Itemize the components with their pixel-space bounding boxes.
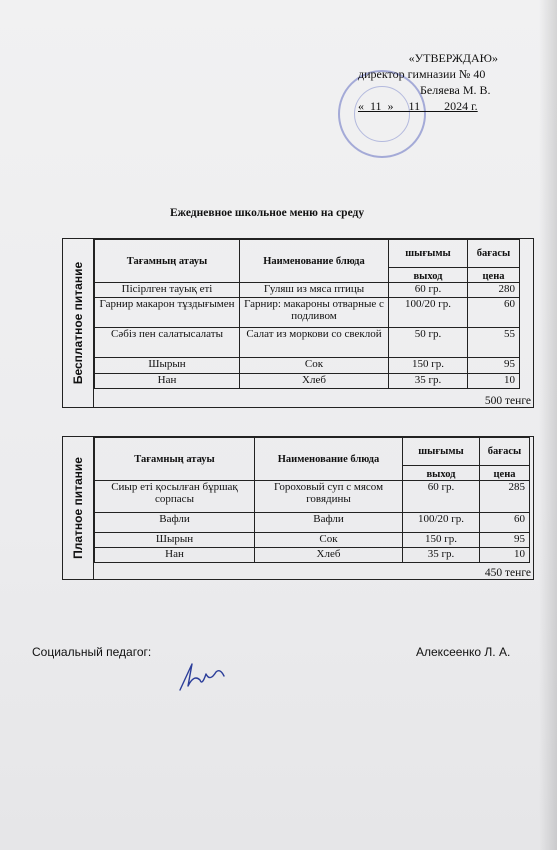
paid-meal-label: Платное питание: [63, 437, 94, 579]
paid-meal-block: [62, 436, 534, 580]
column-subheader: выход: [389, 268, 468, 283]
dish-ru: Гуляш из мяса птицы: [240, 283, 389, 298]
column-header: бағасы: [480, 438, 530, 466]
table-row: [95, 374, 520, 389]
approval-name: Беляева М. В.: [420, 83, 491, 97]
dish-kz: Шырын: [95, 533, 255, 548]
dish-kz: Сәбіз пен салатысалаты: [95, 328, 240, 358]
price: 280: [468, 283, 520, 298]
portion: 100/20 гр.: [403, 513, 480, 533]
table-row: [95, 328, 520, 358]
column-header: шығымы: [403, 438, 480, 466]
dish-ru: Салат из моркови со свеклой: [240, 328, 389, 358]
signature: [176, 660, 228, 694]
paid-meal-total: 450 тенге: [484, 567, 531, 579]
dish-ru: Хлеб: [240, 374, 389, 389]
price: 60: [480, 513, 530, 533]
column-subheader: цена: [480, 466, 530, 481]
portion: 35 гр.: [389, 374, 468, 389]
portion: 35 гр.: [403, 548, 480, 563]
approval-heading: «УТВЕРЖДАЮ»: [408, 51, 498, 65]
dish-kz: Гарнир макарон тұздығымен: [95, 298, 240, 328]
approval-date: «_11_» __11____2024 г.: [358, 99, 478, 113]
price: 10: [480, 548, 530, 563]
dish-kz: Сиыр еті қосылған бұршақ сорпасы: [95, 481, 255, 513]
price: 95: [468, 358, 520, 374]
price: 10: [468, 374, 520, 389]
free-meal-block: [62, 238, 534, 408]
column-subheader: цена: [468, 268, 520, 283]
portion: 60 гр.: [403, 481, 480, 513]
price: 60: [468, 298, 520, 328]
column-header: бағасы: [468, 240, 520, 268]
free-meal-table: [94, 239, 520, 389]
price: 55: [468, 328, 520, 358]
dish-kz: Шырын: [95, 358, 240, 374]
column-header: Тағамның атауы: [95, 438, 255, 481]
column-subheader: выход: [403, 466, 480, 481]
menu-title: Ежедневное школьное меню на среду: [170, 207, 365, 219]
column-header: Наименование блюда: [255, 438, 403, 481]
free-meal-label: Бесплатное питание: [63, 239, 94, 407]
column-header: шығымы: [389, 240, 468, 268]
column-header: Тағамның атауы: [95, 240, 240, 283]
table-row: [95, 533, 530, 548]
dish-kz: Нан: [95, 548, 255, 563]
table-row: [95, 358, 520, 374]
portion: 60 гр.: [389, 283, 468, 298]
paid-meal-table: [94, 437, 530, 563]
dish-ru: Гарнир: макароны отварные с подливом: [240, 298, 389, 328]
table-row: [95, 283, 520, 298]
table-row: [95, 298, 520, 328]
dish-kz: Пісірлген тауық еті: [95, 283, 240, 298]
footer-role: Социальный педагог:: [32, 645, 152, 659]
table-row: [95, 513, 530, 533]
approval-block: [358, 50, 498, 114]
column-header: Наименование блюда: [240, 240, 389, 283]
portion: 50 гр.: [389, 328, 468, 358]
footer-name: Алексеенко Л. А.: [416, 645, 511, 659]
dish-ru: Сок: [240, 358, 389, 374]
approval-position: директор гимназии № 40: [358, 67, 486, 81]
portion: 150 гр.: [389, 358, 468, 374]
dish-kz: Вафли: [95, 513, 255, 533]
portion: 100/20 гр.: [389, 298, 468, 328]
price: 285: [480, 481, 530, 513]
page-edge-shadow: [539, 0, 557, 850]
dish-ru: Хлеб: [255, 548, 403, 563]
price: 95: [480, 533, 530, 548]
dish-kz: Нан: [95, 374, 240, 389]
dish-ru: Сок: [255, 533, 403, 548]
table-row: [95, 548, 530, 563]
dish-ru: Гороховый суп с мясом говядины: [255, 481, 403, 513]
free-meal-total: 500 тенге: [484, 395, 531, 407]
table-row: [95, 481, 530, 513]
dish-ru: Вафли: [255, 513, 403, 533]
portion: 150 гр.: [403, 533, 480, 548]
